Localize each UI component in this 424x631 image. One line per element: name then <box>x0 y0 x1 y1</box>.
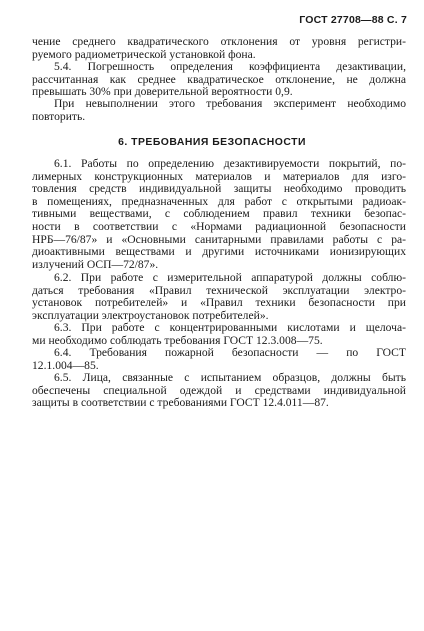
text-line: 5.4. Погрешность определения коэффициента дезактивации, <box>54 60 406 73</box>
text-line: товления средств индивидуальной защиты необходимо проводить <box>32 182 406 196</box>
paragraph-6-2 <box>32 272 406 322</box>
text-line: установок потребителей» и «Правил техники безопасности при <box>32 296 406 310</box>
text-line: 6.2. При работе с измерительной аппаратурой должны соблю- <box>54 271 406 284</box>
text-line: превышать 30% при доверительной вероятности 0,9. <box>32 85 293 99</box>
text-line: руемого радиометрической установкой фона. <box>32 47 256 61</box>
text-line: 6.3. При работе с концентрированными кислотами и щелоча- <box>54 321 406 334</box>
text-line: защиты в соответствии с требованиями ГОСТ 12.4.011—87. <box>32 396 329 410</box>
text-line: рассчитанная как среднее квадратическое отклонение, не должна <box>32 72 406 86</box>
text-line: 12.1.004—85. <box>32 358 99 372</box>
text-line: эксплуатации электроустановок потребителей». <box>32 308 269 322</box>
paragraph-6-4 <box>32 347 406 372</box>
text-line: ности в соответствии с «Нормами радиационной безопасности <box>32 219 406 233</box>
text-line: обеспечены специальной одеждой и средствами индивидуальной <box>32 383 406 397</box>
text-line: даться требования «Правил технической эксплуатации электро- <box>32 283 406 297</box>
text-line: НРБ—76/87» и «Основными санитарными правилами работы с ра- <box>32 232 406 246</box>
text-line: чение среднего квадратического отклонения от уровня регистри- <box>32 35 406 48</box>
paragraph-note <box>32 98 406 123</box>
text-line: 6.4. Требования пожарной безопасности — по ГОСТ <box>54 346 406 359</box>
running-head: ГОСТ 27708—88 С. 7 <box>299 14 407 26</box>
text-line: 6.5. Лица, связанные с испытанием образцов, должны быть <box>54 371 406 384</box>
text-line: излучений ОСП—72/87». <box>32 257 159 271</box>
text-line: тивными веществами, с соблюдением правил техники безопас- <box>32 207 406 221</box>
text-line: ми необходимо соблюдать требования ГОСТ 12.3.008—75. <box>32 333 323 347</box>
text-line: повторить. <box>32 109 86 123</box>
text-line: диоактивными веществами и другими источниками ионизирующих <box>32 245 406 259</box>
text-line: лимерных конструкционных материалов и материалов для изго- <box>32 169 406 183</box>
paragraph-6-3 <box>32 322 406 347</box>
paragraph-5-4 <box>32 61 406 99</box>
paragraph-6-1 <box>32 158 406 271</box>
text-line: При невыполнении этого требования эксперимент необходимо <box>54 97 406 110</box>
text-line: 6.1. Работы по определению дезактивируемости покрытий, по- <box>54 157 406 170</box>
paragraph-continuation <box>32 36 406 61</box>
paragraph-6-5 <box>32 372 406 410</box>
section-title: 6. ТРЕБОВАНИЯ БЕЗОПАСНОСТИ <box>118 137 306 148</box>
text-line: в помещениях, предназначенных для работ с открытыми радиоак- <box>32 194 406 208</box>
